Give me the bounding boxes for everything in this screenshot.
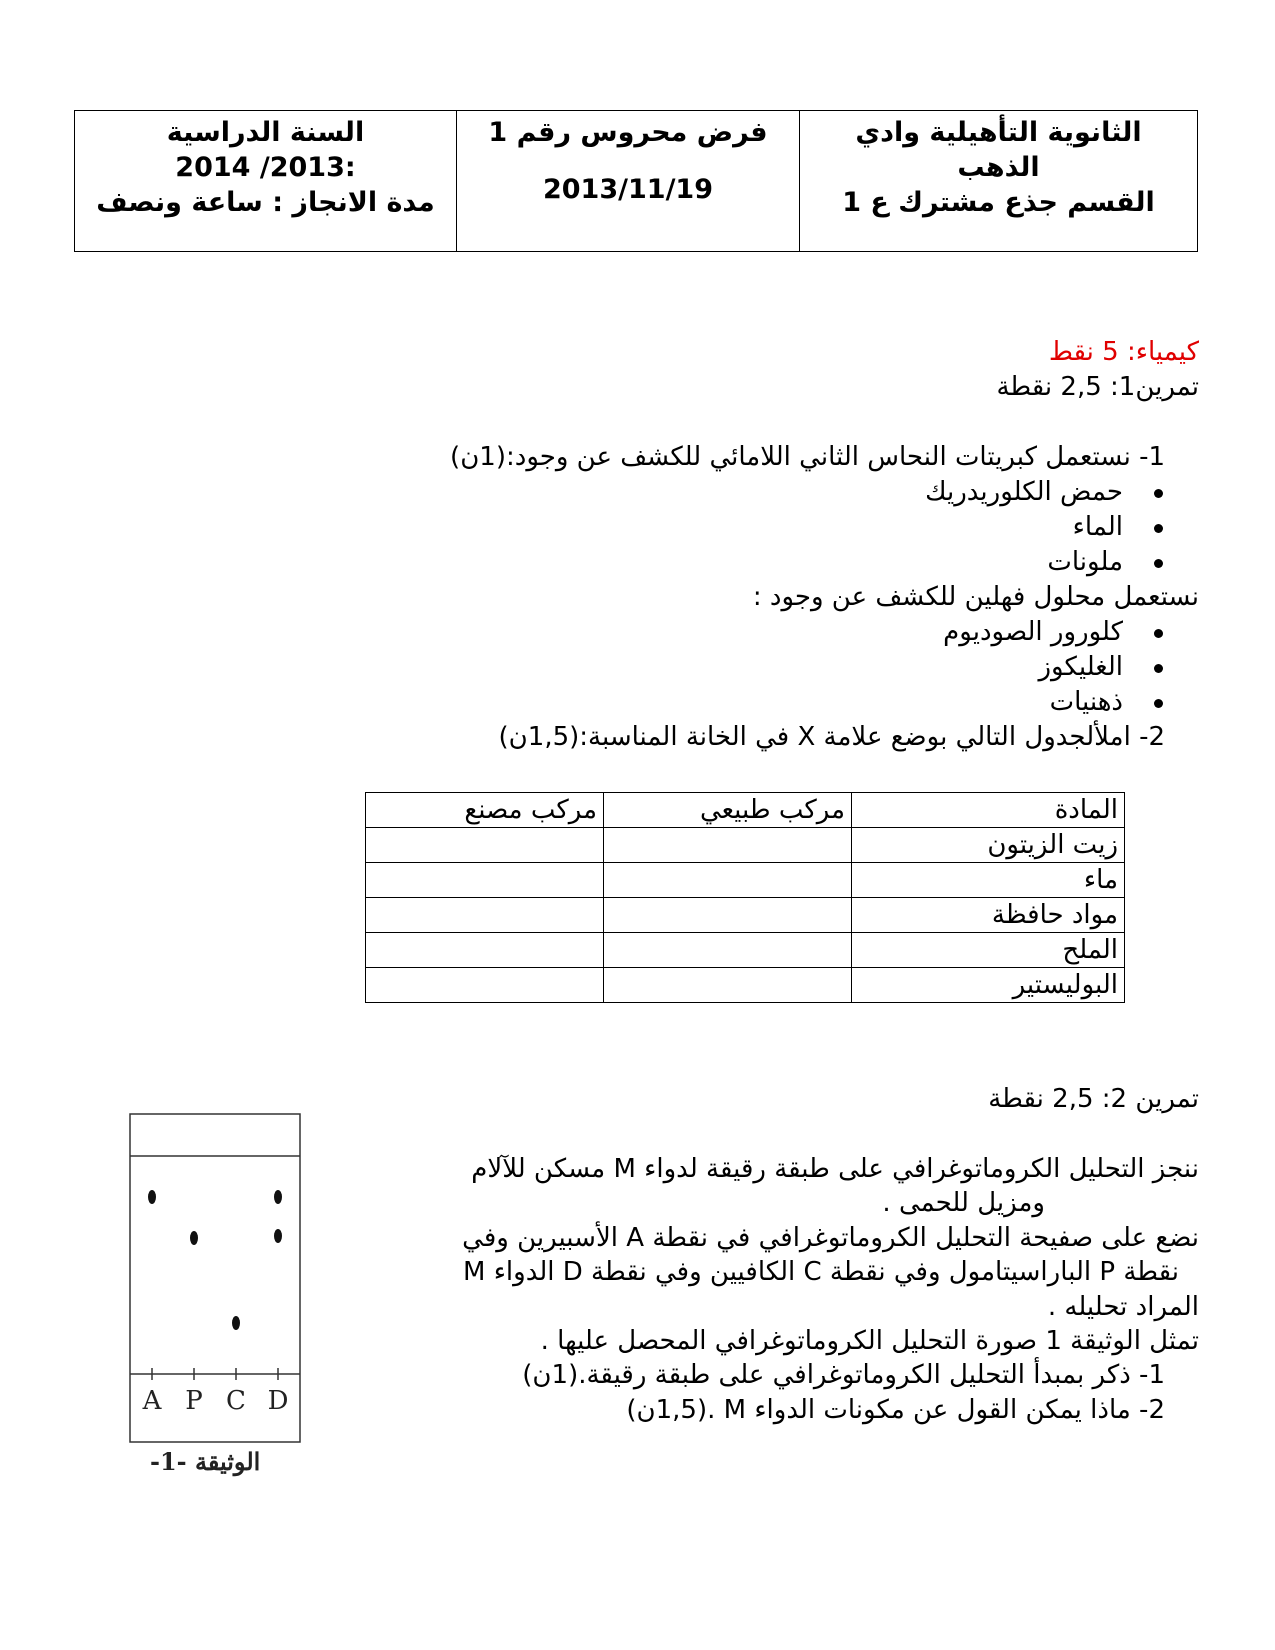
bullet-icon <box>1154 699 1163 708</box>
exercise2-question2: 2- ماذا يمكن القول عن مكونات الدواء M .(1,5ن) <box>626 1395 1165 1425</box>
exercise1-question1b: نستعمل محلول فهلين للكشف عن وجود : <box>752 582 1199 612</box>
list-item: ملونات <box>925 545 1199 580</box>
list-item: الماء <box>925 510 1199 545</box>
bullet-icon <box>1154 524 1163 533</box>
table-cell-synthetic[interactable] <box>366 968 604 1003</box>
table-cell-substance: زيت الزيتون <box>852 828 1125 863</box>
list-item: ذهنيات <box>943 685 1199 720</box>
spot-d-2 <box>274 1229 282 1243</box>
table-header-cell: مركب طبيعي <box>604 793 852 828</box>
table-cell-synthetic[interactable] <box>366 933 604 968</box>
table-header-row <box>366 793 1125 828</box>
exercise2-text: المراد تحليله . <box>1047 1292 1199 1322</box>
table-cell-synthetic[interactable] <box>366 898 604 933</box>
bullet-icon <box>1154 489 1163 498</box>
exercise2-text: تمثل الوثيقة 1 صورة التحليل الكروماتوغرافي المحصل عليها . <box>540 1326 1199 1356</box>
exam-title: فرض محروس رقم 1 <box>488 117 768 148</box>
spot-a <box>148 1190 156 1204</box>
classification-table <box>365 792 1125 1003</box>
table-cell-natural[interactable] <box>604 863 852 898</box>
section-title: كيمياء: 5 نقط <box>1048 337 1199 367</box>
chromatogram-figure <box>126 1112 306 1472</box>
table-cell-natural[interactable] <box>604 898 852 933</box>
lane-label-d: D <box>267 1386 289 1416</box>
bullet-icon <box>1154 629 1163 638</box>
table-cell-substance: الملح <box>852 933 1125 968</box>
lane-label-a: A <box>142 1386 162 1416</box>
bullet-icon <box>1154 559 1163 568</box>
spots <box>148 1190 282 1330</box>
exercise2-text: نقطة P الباراسيتامول وفي نقطة C الكافيين وفي نقطة D الدواء M <box>463 1257 1179 1287</box>
table-row <box>366 828 1125 863</box>
list-item: حمض الكلوريدريك <box>925 475 1199 510</box>
reagent-list-2 <box>943 615 1199 720</box>
department: القسم جذع مشترك ع 1 <box>842 187 1155 218</box>
table-cell-synthetic[interactable] <box>366 863 604 898</box>
school-name: الثانوية التأهيلية وادي الذهب <box>855 117 1142 183</box>
header-exam-cell <box>457 111 800 252</box>
list-item: كلورور الصوديوم <box>943 615 1199 650</box>
table-row <box>366 898 1125 933</box>
spot-d-1 <box>274 1190 282 1204</box>
exercise2-text: ننجز التحليل الكروماتوغرافي على طبقة رقيقة لدواء M مسكن للآلام <box>471 1154 1199 1184</box>
header-school-cell <box>800 111 1198 252</box>
table-cell-natural[interactable] <box>604 933 852 968</box>
list-item: الغليكوز <box>943 650 1199 685</box>
table-cell-substance: البوليستير <box>852 968 1125 1003</box>
exercise2-question1: 1- ذكر بمبدأ التحليل الكروماتوغرافي على طبقة رقيقة.(1ن) <box>522 1360 1165 1390</box>
exercise2-text: نضع على صفيحة التحليل الكروماتوغرافي في نقطة A الأسبيرين وفي <box>462 1223 1199 1253</box>
table-header-cell: مركب مصنع <box>366 793 604 828</box>
table-cell-substance: ماء <box>852 863 1125 898</box>
spot-c <box>232 1316 240 1330</box>
bullet-icon <box>1154 664 1163 673</box>
table-row <box>366 968 1125 1003</box>
table-row <box>366 863 1125 898</box>
table-row <box>366 933 1125 968</box>
spot-p <box>190 1231 198 1245</box>
table-header-cell: المادة <box>852 793 1125 828</box>
table-cell-natural[interactable] <box>604 968 852 1003</box>
table-cell-synthetic[interactable] <box>366 828 604 863</box>
exercise2-text: ومزيل للحمى . <box>882 1188 1045 1218</box>
exercise1-question2: 2- املألجدول التالي بوضع علامة X في الخانة المناسبة:(1,5ن) <box>498 722 1165 752</box>
school-year: السنة الدراسية :2013/ 2014 <box>166 117 365 183</box>
exam-date: 2013/11/19 <box>542 174 713 205</box>
duration: مدة الانجاز : ساعة ونصف <box>96 187 435 218</box>
lane-label-c: C <box>226 1386 246 1416</box>
figure-caption: الوثيقة -1- <box>150 1447 261 1476</box>
exercise2-title: تمرين 2: 2,5 نقطة <box>988 1084 1199 1114</box>
lane-label-p: P <box>185 1386 203 1416</box>
exercise1-title: تمرين1: 2,5 نقطة <box>996 372 1199 402</box>
exercise1-question1: 1- نستعمل كبريتات النحاس الثاني اللامائي للكشف عن وجود:(1ن) <box>450 442 1165 472</box>
header-year-cell <box>75 111 457 252</box>
header-table <box>74 110 1198 252</box>
reagent-list-1 <box>925 475 1199 580</box>
table-cell-natural[interactable] <box>604 828 852 863</box>
table-cell-substance: مواد حافظة <box>852 898 1125 933</box>
